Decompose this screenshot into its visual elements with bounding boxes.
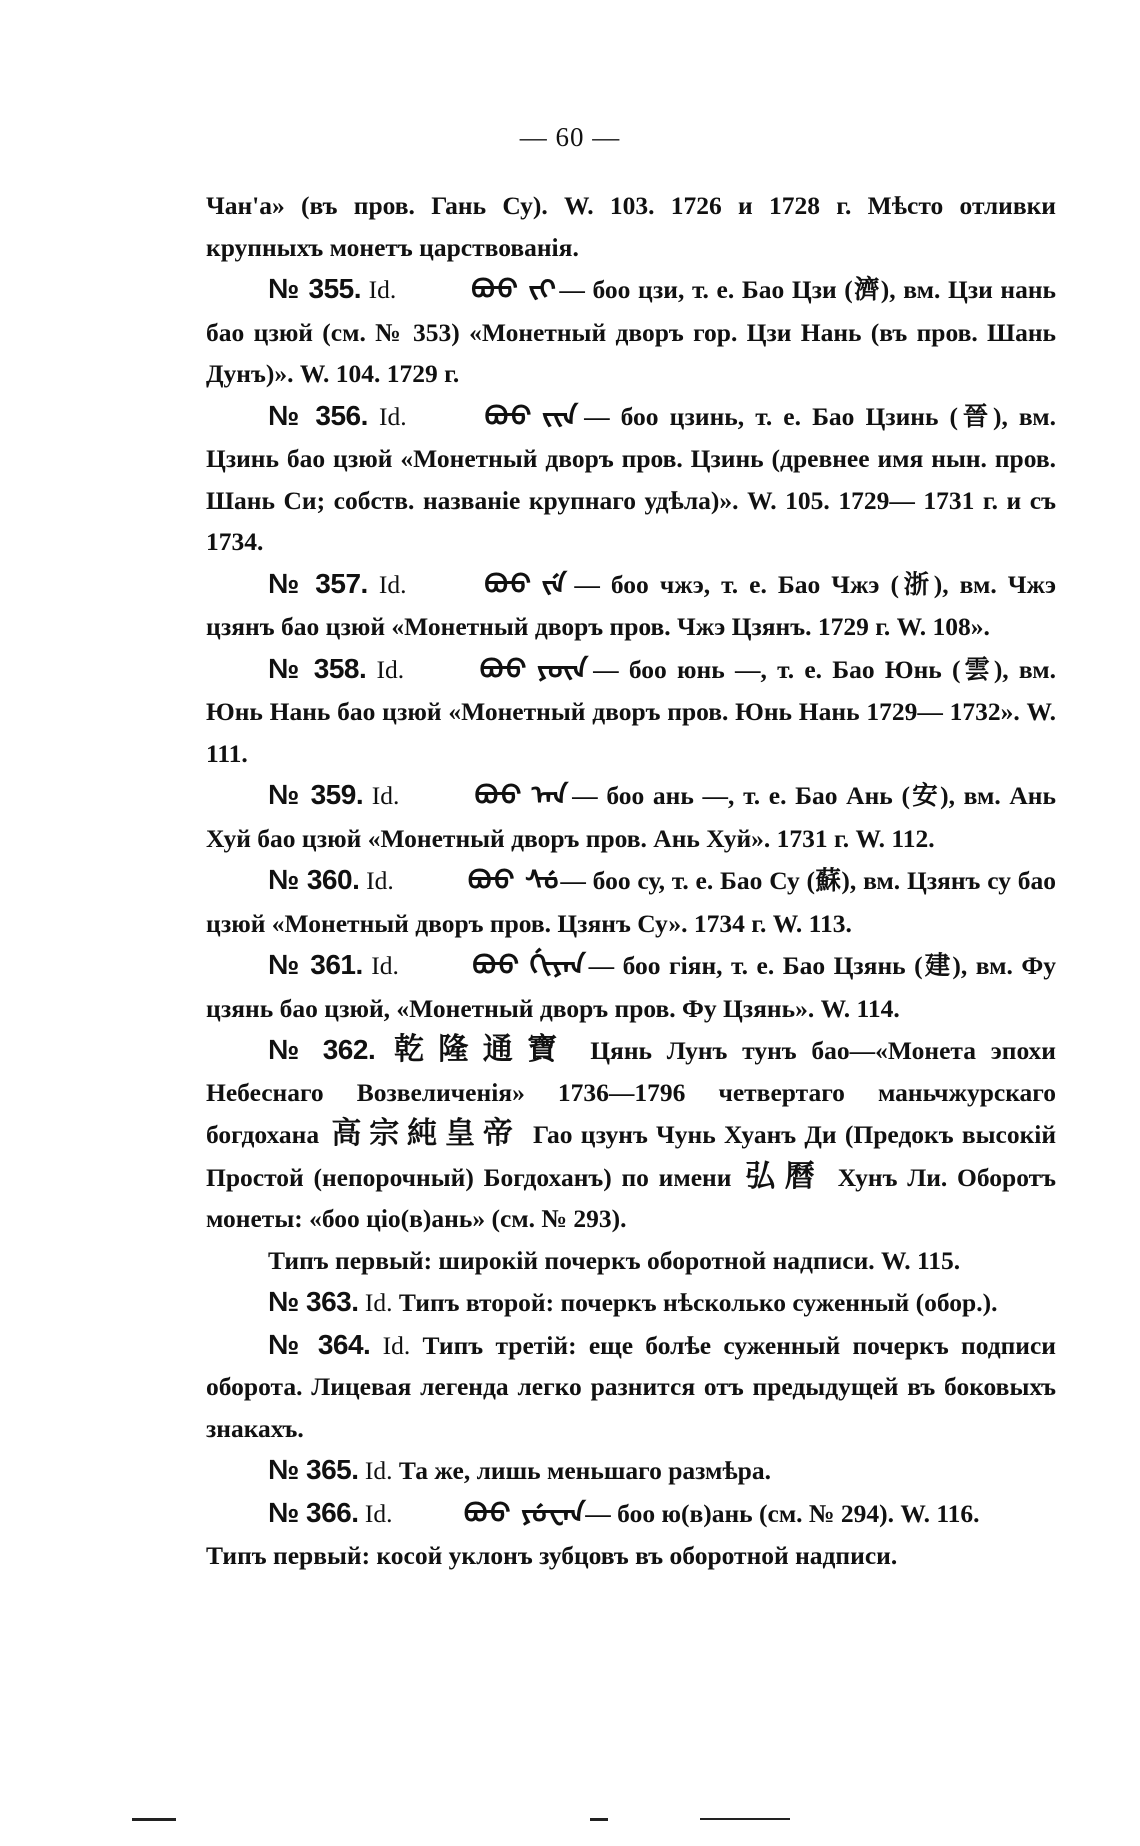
entry-text-after: ), вм. Цзинь бао цзюй «Монетный дворъ пров. Цзинь (древнее имя нын. пров. Шань Си; собств. названіе крупнаго удѣла)». W. 105. 1729— 1731 г. и съ 1734. <box>206 401 1057 556</box>
entry-366 <box>206 1492 1056 1536</box>
chinese-character: 晉 <box>958 401 993 432</box>
manchu-script: ᠪᠣᠣ ᠶᡡᠨ <box>479 654 589 685</box>
entry-number: № 358. <box>268 652 367 684</box>
id-label: Id. <box>366 866 394 895</box>
entry-text-before: — боо гіян, т. е. Бао Цзянь ( <box>588 951 923 980</box>
entry-text-before: — боо су, т. е. Бао Су ( <box>560 866 816 895</box>
id-label: Id. <box>378 569 407 599</box>
entry-text-after: ), вм. Чжэ цзянъ бао цзюй «Монетный дворъ пров. Чжэ Цзянъ. 1729 г. W. 108». <box>206 569 1057 641</box>
entry-text-after: ), вм. Ань Хуй бао цзюй «Монетный дворъ пров. Ань Хуй». 1731 г. W. 112. <box>206 781 1056 853</box>
entry-number: № 366. <box>268 1496 359 1528</box>
entry-text: — боо ю(в)ань (см. № 294). W. 116. <box>585 1498 980 1528</box>
paragraph-text: Типъ первый: широкій почеркъ оборотной надписи. W. 115. <box>268 1245 961 1275</box>
entry-text: Типъ второй: почеркъ нѣсколько суженный (обор.). <box>398 1288 998 1317</box>
paragraph-text: Чан'а» (въ пров. Гань Су). W. 103. 1726 и 1728 г. Мѣсто отливки крупныхъ монетъ царствованія. <box>206 191 1056 262</box>
entry-number: № 365. <box>268 1454 359 1485</box>
entry-361 <box>206 944 1056 1029</box>
entry-358 <box>206 648 1056 775</box>
entry-text-after: ), вм. Цзянъ су бао цзюй «Монетный дворъ пров. Цзянъ Су». 1734 г. W. 113. <box>206 866 1057 938</box>
id-label: Id. <box>371 951 399 980</box>
entry-text-after: ), вм. Цзи нань бао цзюй (см. № 353) «Монетный дворъ гор. Цзи Нань (въ пров. Шань Дунъ)». W. 104. 1729 г. <box>206 275 1057 388</box>
chinese-character: 濟 <box>852 275 881 305</box>
paragraph-type-one-slant <box>206 1535 1056 1577</box>
id-label: Id. <box>364 1288 393 1317</box>
entry-text-before: — боо юнь —, т. е. Бао Юнь ( <box>593 654 961 684</box>
id-label: Id. <box>382 1330 411 1360</box>
entry-360 <box>206 859 1056 944</box>
footer-rule <box>590 1818 608 1821</box>
chinese-temple-name: 高宗純皇帝 <box>331 1116 521 1151</box>
entry-363 <box>206 1281 1056 1324</box>
chinese-personal-name: 弘曆 <box>745 1158 824 1194</box>
id-label: Id. <box>376 654 405 684</box>
footer-rule <box>700 1818 790 1820</box>
chinese-legend: 乾隆通寶 <box>393 1032 572 1067</box>
entry-text-before: — боо цзи, т. е. Бао Цзи ( <box>559 275 853 304</box>
chinese-character: 建 <box>922 951 953 981</box>
entry-text-before: — боо ань —, т. е. Бао Ань ( <box>572 781 910 810</box>
entry-number: № 357. <box>268 567 368 599</box>
entry-364 <box>206 1324 1056 1450</box>
entry-362 <box>206 1029 1056 1240</box>
entry-text-before: — боо чжэ, т. е. Бао Чжэ ( <box>574 569 899 599</box>
entry-356 <box>206 395 1056 563</box>
entry-number: № 362. <box>268 1034 376 1065</box>
footer-rule <box>132 1818 176 1821</box>
id-label: Id. <box>364 1498 393 1528</box>
entry-number: № 364. <box>268 1328 371 1360</box>
entry-365 <box>206 1449 1056 1492</box>
paragraph-continuation <box>206 185 1056 268</box>
manchu-script: ᠪᠣᠣ ᠰᡠ <box>467 866 559 896</box>
entry-text-after: ), вм. Юнь Нань бао цзюй «Монетный дворъ пров. Юнь Нань 1729— 1732». W. 111. <box>206 654 1057 768</box>
manchu-script: ᠪᠣᠣ ᠶᡠᠸᠠᠨ <box>463 1498 586 1529</box>
paragraph-type-one <box>206 1240 1056 1282</box>
manchu-script: ᠪᠣᠣ ᠵᡳ <box>471 275 556 305</box>
text-body <box>206 185 1056 1577</box>
chinese-character: 雲 <box>960 654 994 685</box>
id-label: Id. <box>371 781 400 810</box>
manchu-script: ᠪᠣᠣ ᠵᡝ <box>484 569 568 600</box>
entry-number: № 355. <box>268 273 361 304</box>
entry-text-before: — боо цзинь, т. е. Бао Цзинь ( <box>584 401 959 431</box>
paragraph-text: Типъ первый: косой уклонъ зубцовъ въ оборотной надписи. <box>206 1541 898 1570</box>
entry-number: № 359. <box>268 779 364 810</box>
chinese-character: 蘇 <box>815 866 842 896</box>
chinese-character: 浙 <box>898 569 934 600</box>
entry-number: № 360. <box>268 864 360 895</box>
id-label: Id. <box>368 275 397 304</box>
chinese-character: 安 <box>909 781 941 811</box>
entry-text: Та же, лишь меньшаго размѣра. <box>398 1456 771 1485</box>
manchu-script: ᠪᠣᠣ ᡤᡳᠶᠠᠨ <box>472 951 587 981</box>
entry-text: Цянь Лунъ тунъ бао—«Монета эпохи Небеснаго Возвеличенія» 1736—1796 четвертаго маньчжурскаго богдохана <box>206 1036 1057 1149</box>
manchu-script: ᠪᠣᠣ ᠠᠨ <box>474 781 569 811</box>
entry-359 <box>206 774 1056 859</box>
entry-number: № 361. <box>268 949 363 980</box>
entry-357 <box>206 563 1056 648</box>
entry-355 <box>206 268 1056 395</box>
entry-text: Типъ третій: еще болѣе суженный почеркъ подписи оборота. Лицевая легенда легко разнится отъ предыдущей въ боковыхъ знакахъ. <box>206 1330 1057 1443</box>
entry-number: № 356. <box>268 399 368 431</box>
manchu-script: ᠪᠣᠣ ᠵᡳᠨ <box>484 401 578 432</box>
entry-text: Гао цзунъ Чунь Хуанъ Ди (Предокъ высокій Простой (непорочный) Богдоханъ) по имени <box>206 1120 1057 1192</box>
entry-text: Хунъ Ли. Оборотъ монеты: «боо ціо(в)ань» (см. № 293). <box>206 1162 1057 1233</box>
entry-text-after: ), вм. Фу цзянь бао цзюй, «Монетный дворъ пров. Фу Цзянь». W. 114. <box>206 951 1056 1023</box>
id-label: Id. <box>379 401 407 431</box>
page-number: — 60 — <box>519 122 621 152</box>
id-label: Id. <box>364 1456 393 1485</box>
entry-number: № 363. <box>268 1286 359 1317</box>
